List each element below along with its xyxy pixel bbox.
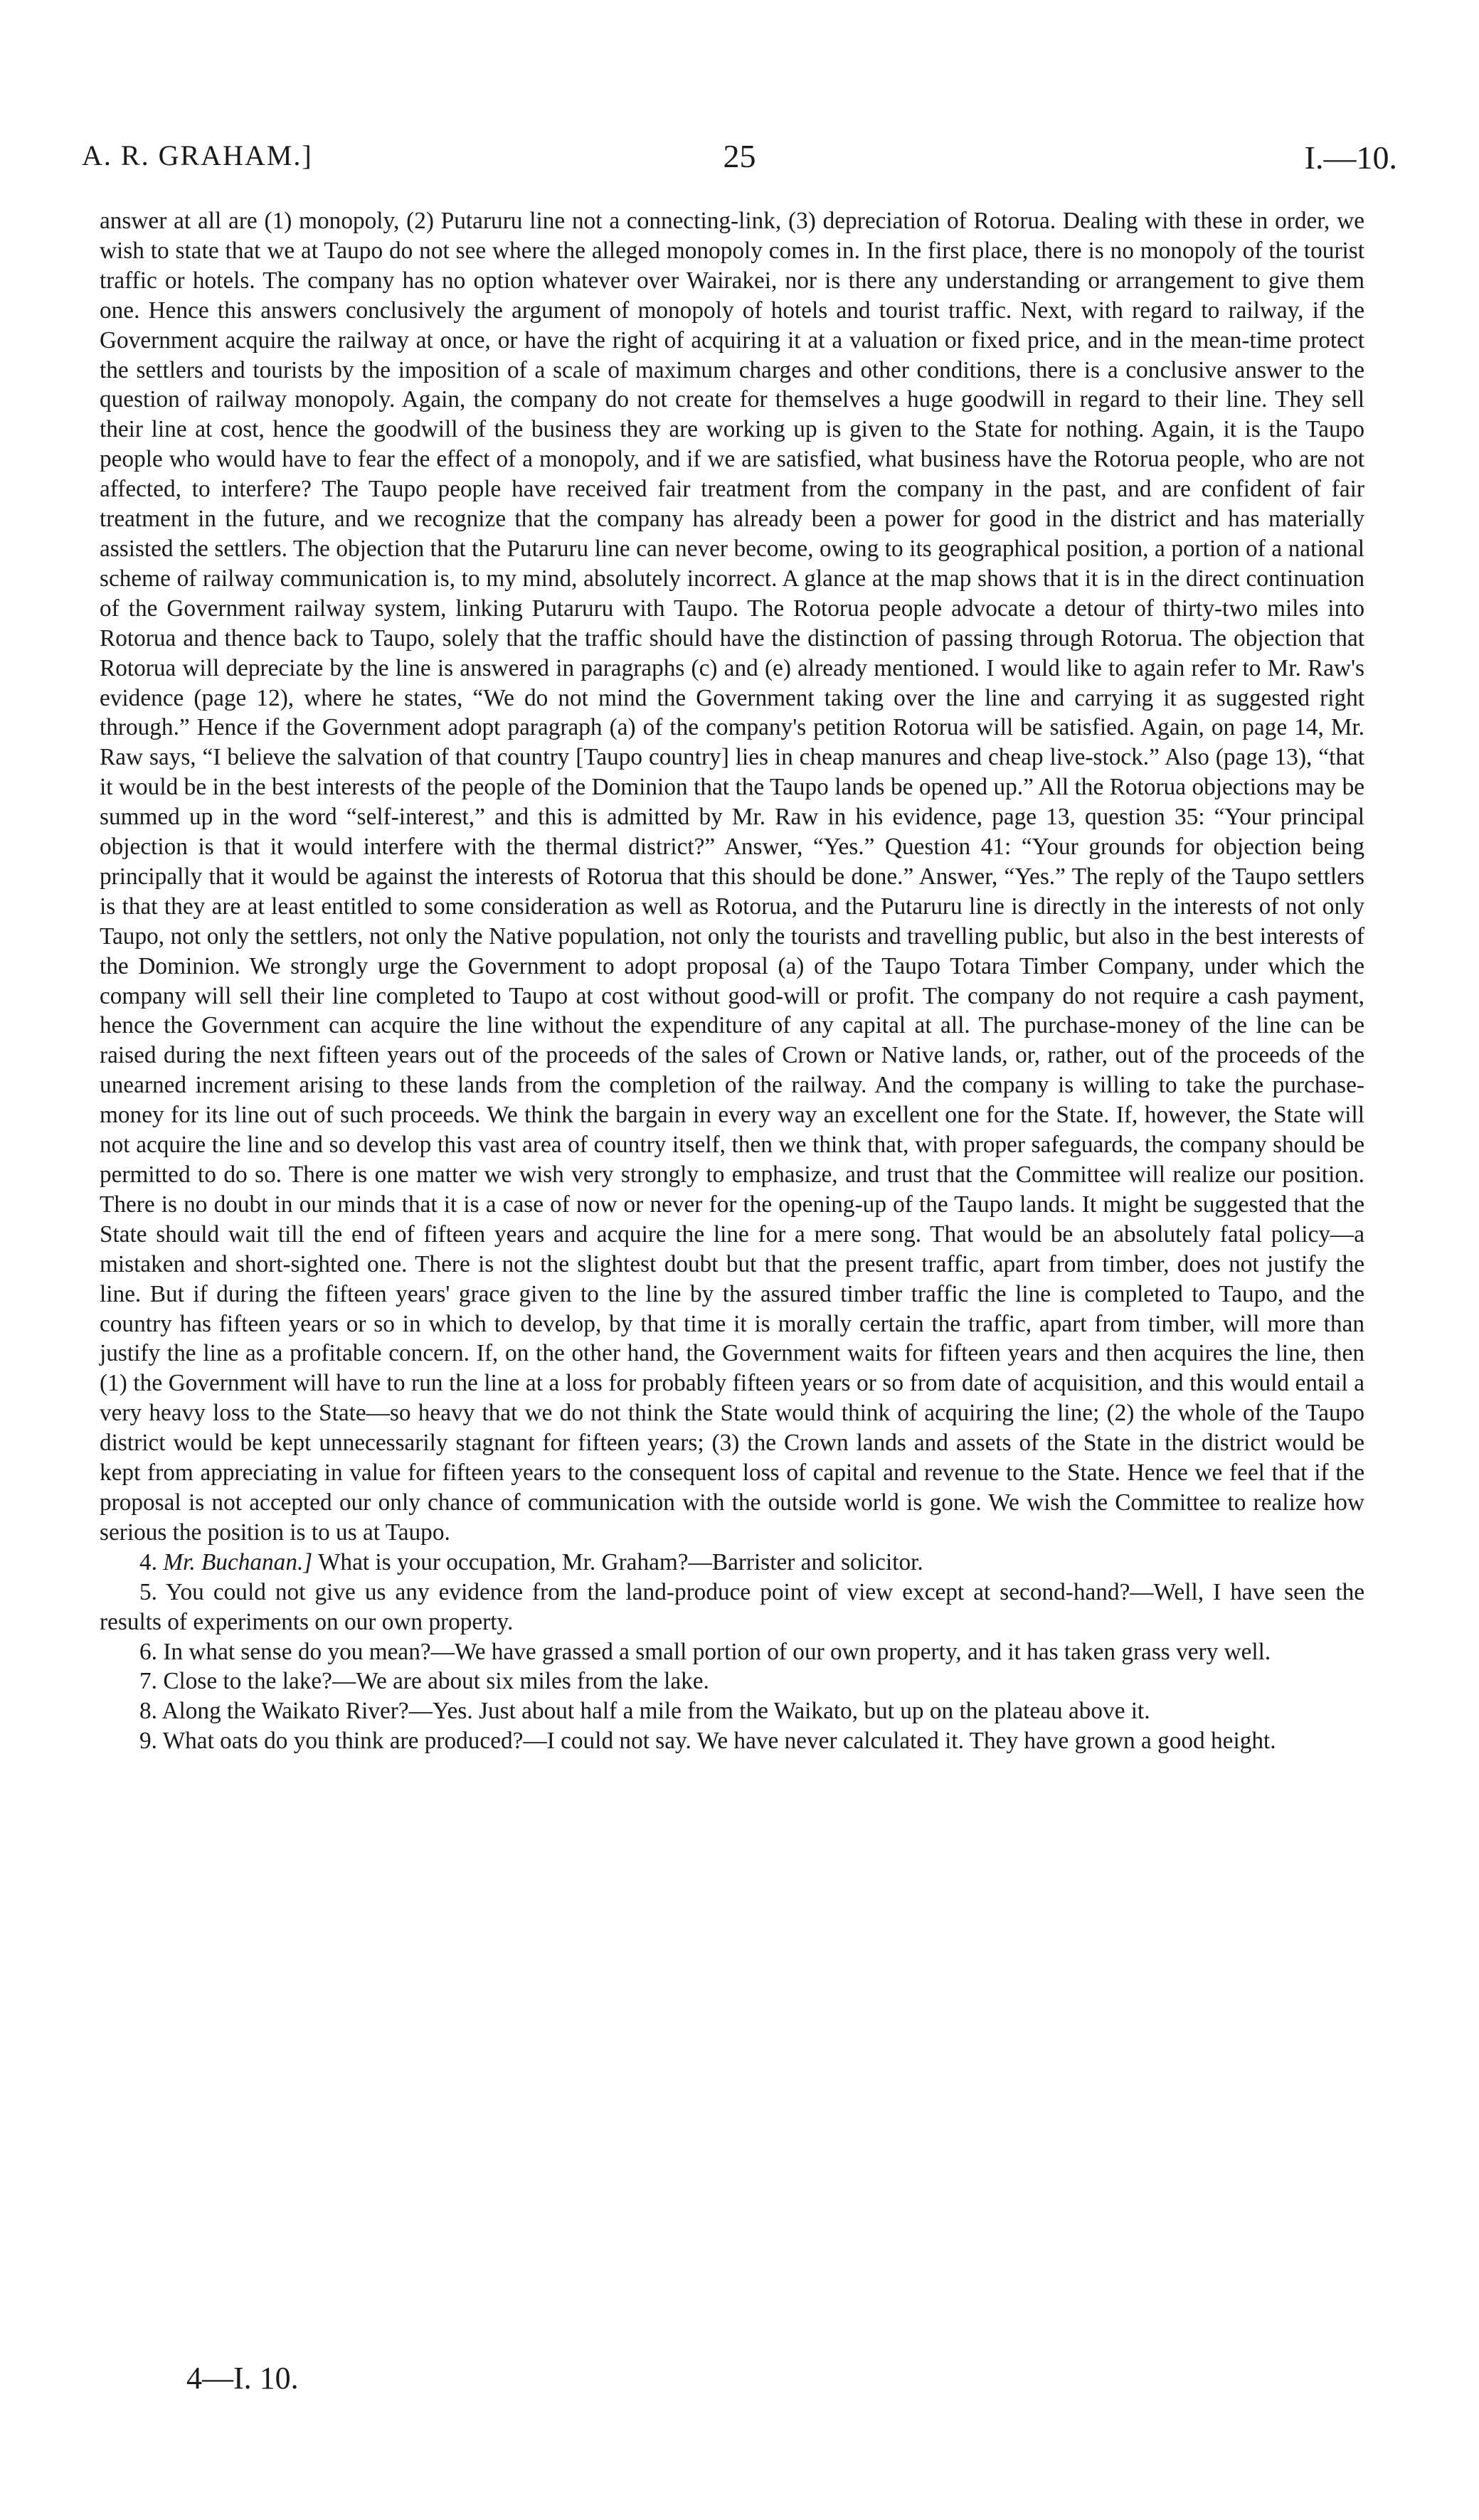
question-answer-item	[100, 1696, 1364, 1726]
question-text: What oats do you think are produced?—I could not say. We have never calculated it. They have grown a good height.	[162, 1728, 1276, 1755]
question-answer-item	[100, 1666, 1364, 1696]
header-paper-reference: I.—10.	[1304, 139, 1397, 176]
evidence-paragraph: answer at all are (1) monopoly, (2) Putaruru line not a connecting-link, (3) depreciation of Rotorua. Dealing with these in order, we wish to state that we at Taupo do not see where the alleged monopoly comes in. In the first place, there is no monopoly of the tourist traffic or hotels. The company has no option whatever over Wairakei, nor is there any understanding or arrangement to give them one. Hence this answers conclusively the argument of monopoly of hotels and tourist traffic. Next, with regard to railway, if the Government acquire the railway at once, or have the right of acquiring it at a valuation or fixed price, and in the mean-time protect the settlers and tourists by the imposition of a scale of maximum charges and other conditions, there is a conclusive answer to the question of railway monopoly. Again, the company do not create for themselves a huge goodwill in regard to their line. They sell their line at cost, hence the goodwill of the business they are working up is given to the State for nothing. Again, it is the Taupo people who would have to fear the effect of a monopoly, and if we are satisfied, what business have the Rotorua people, who are not affected, to interfere? The Taupo people have received fair treatment from the company in the past, and are confident of fair treatment in the future, and we recognize that the company has already been a power for good in the district and has materially assisted the settlers. The objection that the Putaruru line can never become, owing to its geographical position, a portion of a national scheme of railway communication is, to my mind, absolutely incorrect. A glance at the map shows that it is in the direct continuation of the Government railway system, linking Putaruru with Taupo. The Rotorua people advocate a detour of thirty-two miles into Rotorua and thence back to Taupo, solely that the traffic should have the distinction of passing through Rotorua. The objection that Rotorua will depreciate by the line is answered in paragraphs (c) and (e) already mentioned. I would like to again refer to Mr. Raw's evidence (page 12), where he states, “We do not mind the Government taking over the line and carrying it as suggested right through.” Hence if the Government adopt paragraph (a) of the company's petition Rotorua will be satisfied. Again, on page 14, Mr. Raw says, “I believe the salvation of that country [Taupo country] lies in cheap manures and cheap live-stock.” Also (page 13), “that it would be in the best interests of the people of the Dominion that the Taupo lands be opened up.” All the Rotorua objections may be summed up in the word “self-interest,” and this is admitted by Mr. Raw in his evidence, page 13, question 35: “Your principal objection is that it would interfere with the thermal district?” Answer, “Yes.” Question 41: “Your grounds for objection being principally that it would be against the interests of Rotorua that this should be done.” Answer, “Yes.” The reply of the Taupo settlers is that they are at least entitled to some consideration as well as Rotorua, and the Putaruru line is directly in the interests of not only Taupo, not only the settlers, not only the Native population, not only the tourists and travelling public, but also in the best interests of the Dominion. We strongly urge the Government to adopt proposal (a) of the Taupo Totara Timber Company, under which the company will sell their line completed to Taupo at cost without good-will or profit. The company do not require a cash payment, hence the Government can acquire the line without the expenditure of any capital at all. The purchase-money of the line can be raised during the next fifteen years out of the proceeds of the sales of Crown or Native lands, or, rather, out of the proceeds of the unearned increment arising to these lands from the completion of the railway. And the company is willing to take the purchase-money for its line out of such proceeds. We think the bargain in every way an excellent one for the State. If, however, the State will not acquire the line and so develop this vast area of country itself, then we think that, with proper safeguards, the company should be permitted to do so. There is one matter we wish very strongly to emphasize, and trust that the Committee will realize our position. There is no doubt in our minds that it is a case of now or never for the opening-up of the Taupo lands. It might be suggested that the State should wait till the end of fifteen years and acquire the line for a mere song. That would be an absolutely fatal policy—a mistaken and short-sighted one. There is not the slightest doubt but that the present traffic, apart from timber, does not justify the line. But if during the fifteen years' grace given to the line by the assured timber traffic the line is completed to Taupo, and the country has fifteen years or so in which to develop, by that time it is morally certain the traffic, apart from timber, will more than justify the line as a profitable concern. If, on the other hand, the Government waits for fifteen years and then acquires the line, then (1) the Government will have to run the line at a loss for probably fifteen years or so from date of acquisition, and this would entail a very heavy loss to the State—so heavy that we do not think the State would think of acquiring the line; (2) the whole of the Taupo district would be kept unnecessarily stagnant for fifteen years; (3) the Crown lands and assets of the State in the district would be kept from appreciating in value for fifteen years to the consequent loss of capital and revenue to the State. Hence we feel that if the proposal is not accepted our only chance of communication with the outside world is gone. We wish the Committee to realize how serious the position is to us at Taupo.	[100, 208, 1364, 1546]
question-answer-item	[100, 1726, 1364, 1756]
question-text: Close to the lake?—We are about six miles from the lake.	[163, 1668, 709, 1695]
question-number: 8.	[139, 1698, 157, 1725]
question-number: 6.	[139, 1638, 157, 1665]
question-text: You could not give us any evidence from the land-produce point of view except at second-hand?—Well, I have seen the results of experiments on our own property.	[100, 1578, 1365, 1635]
question-text: What is your occupation, Mr. Graham?—Barrister and solicitor.	[312, 1548, 923, 1575]
question-text: In what sense do you mean?—We have grassed a small portion of our own property, and it has taken grass very well.	[163, 1638, 1271, 1665]
header-page-number: 25	[723, 138, 756, 174]
question-text: Along the Waikato River?—Yes. Just about half a mile from the Waikato, but up on the plateau above it.	[161, 1698, 1150, 1725]
page-header	[82, 139, 1397, 181]
question-number: 4.	[139, 1548, 157, 1575]
question-answer-item	[100, 1548, 1364, 1578]
evidence-body	[100, 206, 1364, 1756]
question-answer-item	[100, 1578, 1364, 1637]
signature-mark: 4—I. 10.	[186, 2361, 299, 2396]
question-answer-item	[100, 1637, 1364, 1667]
question-number: 5.	[139, 1578, 157, 1605]
header-witness-name: A. R. GRAHAM.]	[82, 139, 313, 171]
question-number: 7.	[139, 1668, 157, 1695]
question-speaker: Mr. Buchanan.]	[163, 1548, 313, 1575]
question-number: 9.	[139, 1728, 157, 1755]
question-answer-list	[100, 1548, 1364, 1756]
